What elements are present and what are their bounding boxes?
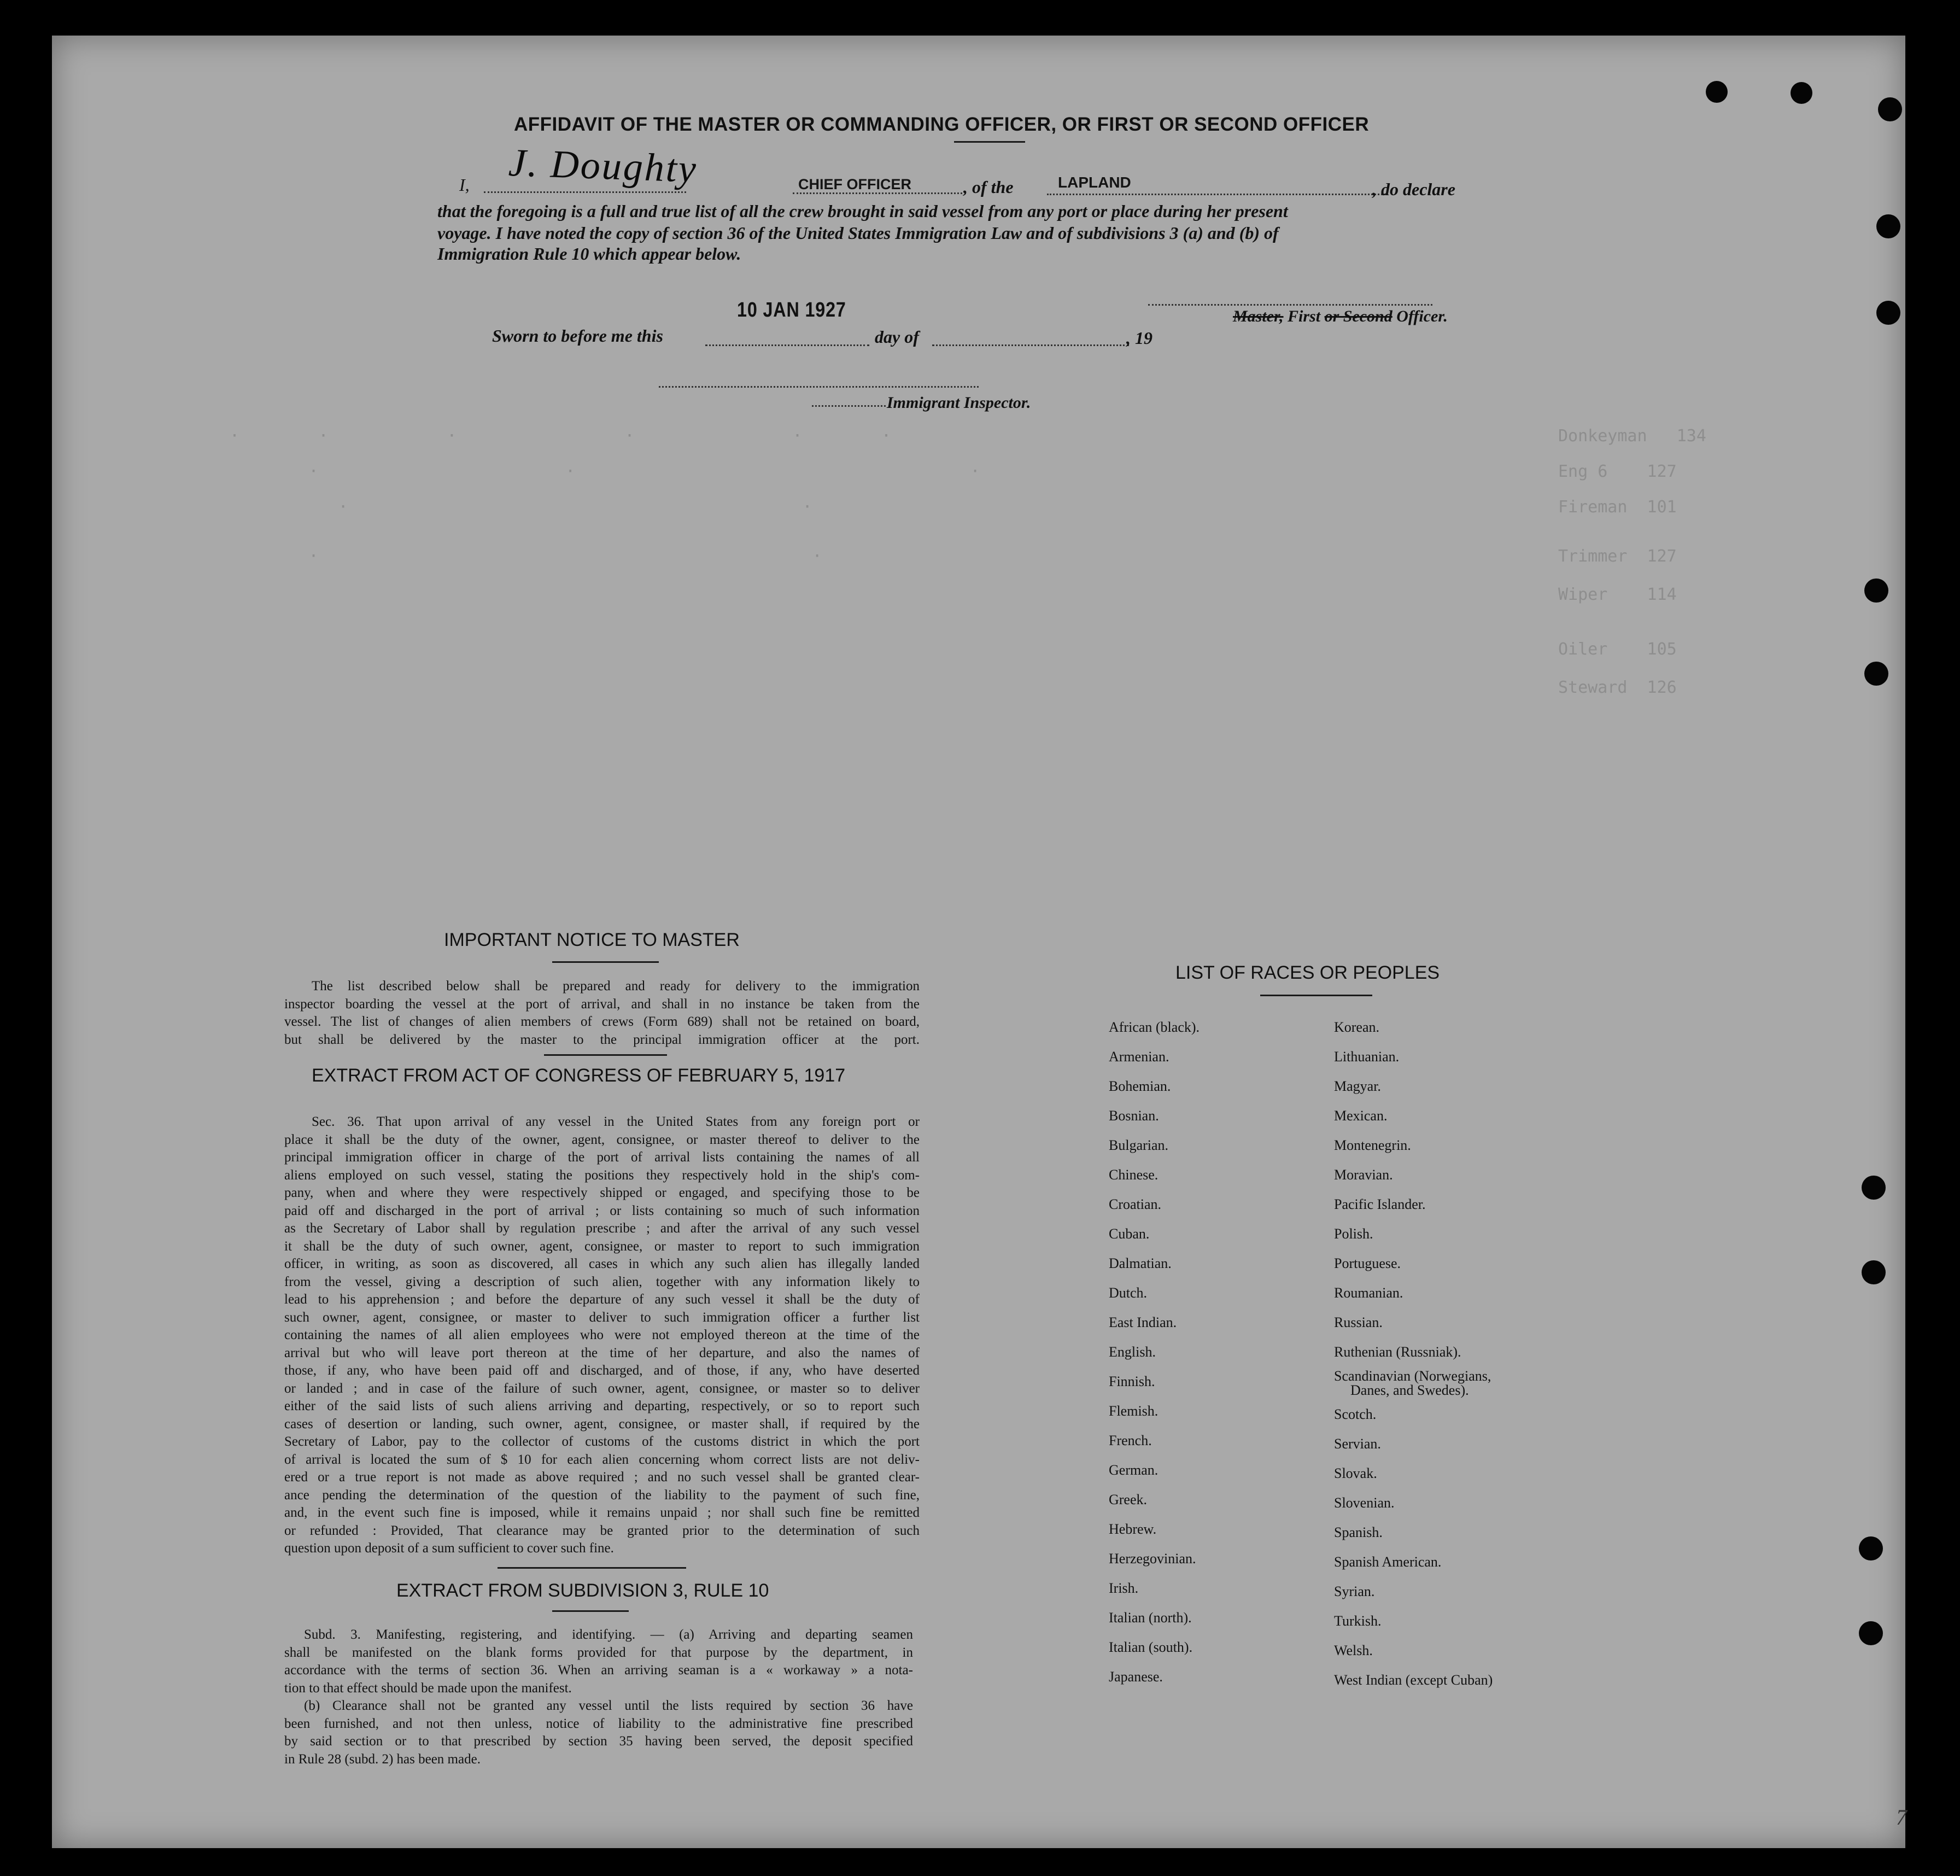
sworn-day-line bbox=[705, 344, 869, 346]
affidavit-title: AFFIDAVIT OF THE MASTER OR COMMANDING OFFICER, OR FIRST OR SECOND OFFICER bbox=[514, 114, 1370, 135]
notice-line: but shall be delivered by the master to the principal immigration officer at the port. bbox=[284, 1032, 920, 1047]
race-item: Montenegrin. bbox=[1334, 1137, 1411, 1153]
race-item: African (black). bbox=[1109, 1019, 1200, 1035]
affidavit-line-4: Immigration Rule 10 which appear below. bbox=[437, 244, 741, 264]
punch-hole bbox=[1878, 97, 1902, 121]
vessel-name: LAPLAND bbox=[1058, 174, 1131, 191]
document-page bbox=[52, 36, 1905, 1848]
rule-title-underline bbox=[552, 1610, 629, 1612]
act-text bbox=[284, 1113, 920, 1558]
rule-line: tion to that effect should be made upon the manifest. bbox=[284, 1680, 572, 1696]
punch-hole bbox=[1862, 1176, 1886, 1200]
punch-hole bbox=[1862, 1260, 1886, 1284]
act-line: and, in the event such fine is imposed, while it remains unpaid ; nor shall such fine be remitted bbox=[284, 1505, 920, 1520]
affidavit-i-label: I, bbox=[459, 175, 470, 195]
race-item: Bulgarian. bbox=[1109, 1137, 1169, 1153]
race-item: Russian. bbox=[1334, 1314, 1383, 1330]
race-item: Slovenian. bbox=[1334, 1495, 1395, 1511]
notice-line: The list described below shall be prepared and ready for delivery to the immigration bbox=[312, 979, 920, 993]
race-item: Greek. bbox=[1109, 1492, 1148, 1507]
punch-hole bbox=[1864, 578, 1888, 603]
notice-title: IMPORTANT NOTICE TO MASTER bbox=[444, 930, 740, 950]
act-line: either of the said lists of such aliens arriving and departing, respectively, or so to report such bbox=[284, 1399, 920, 1413]
punch-hole bbox=[1859, 1536, 1883, 1561]
notice-text bbox=[284, 978, 920, 1049]
affidavit-line-2: that the foregoing is a full and true list of all the crew brought in said vessel from any port or place during her present bbox=[437, 201, 1288, 221]
races-title: LIST OF RACES OR PEOPLES bbox=[1175, 962, 1440, 983]
rule-line: by said section or to that prescribed by section 35 having been served, the deposit specified bbox=[284, 1734, 913, 1749]
race-item: Roumanian. bbox=[1334, 1285, 1403, 1301]
race-item: German. bbox=[1109, 1462, 1159, 1478]
race-item: Mexican. bbox=[1334, 1108, 1388, 1124]
act-line: arrival but who will leave port thereon at the time of her departure, and also the names of bbox=[284, 1345, 920, 1360]
race-item: Slovak. bbox=[1334, 1465, 1377, 1481]
act-title: EXTRACT FROM ACT OF CONGRESS OF FEBRUARY 5, 1917 bbox=[312, 1065, 846, 1086]
race-item: Croatian. bbox=[1109, 1196, 1162, 1212]
rule-line: in Rule 28 (subd. 2) has been made. bbox=[284, 1751, 481, 1767]
officer-signature-line bbox=[1148, 304, 1432, 306]
year-label: , 19 bbox=[1126, 328, 1152, 348]
rule-line: been furnished, and not then unless, notice of liability to the administrative fine prescribed bbox=[284, 1716, 913, 1731]
race-item: Syrian. bbox=[1334, 1583, 1375, 1599]
date-stamp: 10 JAN 1927 bbox=[737, 299, 846, 322]
race-item: Polish. bbox=[1334, 1226, 1373, 1242]
title-underline bbox=[954, 141, 1025, 143]
act-line: officer, in writing, as soon as discovered, all cases in which any such alien has illegally landed bbox=[284, 1256, 920, 1271]
act-line: cases of desertion or landing, such owner, agent, consignee, or master shall, if required by the bbox=[284, 1416, 920, 1431]
act-line: such owner, agent, consignee, or master to deliver to such immigration officer a further list bbox=[284, 1310, 920, 1325]
act-line: from the vessel, giving a description of such alien, together with any information likely to bbox=[284, 1274, 920, 1289]
act-line: lead to his apprehension ; and before the departure of any such vessel it shall be the duty of bbox=[284, 1292, 920, 1307]
race-item: Spanish American. bbox=[1334, 1554, 1442, 1570]
race-item: Pacific Islander. bbox=[1334, 1196, 1426, 1212]
race-item: Armenian. bbox=[1109, 1049, 1169, 1065]
race-item: English. bbox=[1109, 1344, 1156, 1360]
rule-line: shall be manifested on the blank forms provided for that purpose by the department, in bbox=[284, 1645, 913, 1660]
race-item: Irish. bbox=[1109, 1580, 1139, 1596]
race-item: French. bbox=[1109, 1433, 1152, 1448]
rule-title-overline bbox=[498, 1567, 686, 1569]
race-item: Lithuanian. bbox=[1334, 1049, 1400, 1065]
act-line: those, if any, who have been paid off and discharged, and of those, if any, who have deserted bbox=[284, 1363, 920, 1378]
punch-hole bbox=[1864, 662, 1888, 686]
race-item: Portuguese. bbox=[1334, 1255, 1401, 1271]
race-item: Dalmatian. bbox=[1109, 1255, 1172, 1271]
race-item: East Indian. bbox=[1109, 1314, 1177, 1330]
race-item: Chinese. bbox=[1109, 1167, 1159, 1183]
race-item: West Indian (except Cuban) bbox=[1334, 1672, 1493, 1688]
act-line: it shall be the duty of such owner, agent, consignee, or master to report to such immigration bbox=[284, 1238, 920, 1254]
act-line: of arrival is located the sum of $ 10 for each alien concerning whom correct lists are not deliv- bbox=[284, 1452, 920, 1467]
sworn-label: Sworn to before me this bbox=[492, 326, 663, 346]
officer-title bbox=[1233, 307, 1448, 326]
officer-title-struck-second: or Second bbox=[1324, 307, 1393, 325]
inspector-signature-line bbox=[659, 386, 979, 388]
punch-hole bbox=[1791, 82, 1812, 104]
race-item: Italian (south). bbox=[1109, 1639, 1193, 1655]
vessel-line bbox=[1047, 194, 1386, 195]
act-line: aliens employed on such vessel, stating the positions they respectively hold in the ship's com- bbox=[284, 1167, 920, 1183]
race-item: Dutch. bbox=[1109, 1285, 1148, 1301]
race-item: Bohemian. bbox=[1109, 1078, 1171, 1094]
race-item: Japanese. bbox=[1109, 1669, 1163, 1685]
race-item: Danes, and Swedes). bbox=[1350, 1382, 1469, 1398]
do-declare-label: , do declare bbox=[1372, 179, 1455, 199]
race-item: Welsh. bbox=[1334, 1643, 1373, 1658]
act-line: question upon deposit of a sum sufficient to cover such fine. bbox=[284, 1541, 614, 1556]
notice-line: inspector boarding the vessel at the port of arrival, and shall in no instance be taken from the bbox=[284, 996, 920, 1012]
act-title-overline bbox=[544, 1054, 667, 1056]
races-title-underline bbox=[1260, 995, 1372, 996]
rank-line bbox=[793, 192, 962, 194]
notice-line: vessel. The list of changes of alien members of crews (Form 689) shall not be retained on board, bbox=[284, 1014, 920, 1029]
day-of-label: day of bbox=[875, 327, 919, 347]
rule-title: EXTRACT FROM SUBDIVISION 3, RULE 10 bbox=[396, 1580, 769, 1601]
inspector-line bbox=[812, 405, 886, 407]
act-line: containing the names of all alien employees who were not employed thereon at the time of the bbox=[284, 1328, 920, 1342]
race-item: Scandinavian (Norwegians, bbox=[1334, 1368, 1491, 1384]
race-item: Herzegovinian. bbox=[1109, 1551, 1196, 1567]
act-line: as the Secretary of Labor shall by regulation prescribe ; and after the arrival of any such vessel bbox=[284, 1221, 920, 1236]
act-line: ered or a true report is not made as above required ; and no such vessel shall be granted clear- bbox=[284, 1470, 920, 1485]
act-line: principal immigration officer in charge of the port of arrival lists containing the names of all bbox=[284, 1150, 920, 1165]
officer-rank: CHIEF OFFICER bbox=[798, 176, 911, 192]
race-item: Cuban. bbox=[1109, 1226, 1150, 1242]
sworn-month-line bbox=[932, 344, 1129, 346]
race-item: Bosnian. bbox=[1109, 1108, 1159, 1124]
inspector-label: Immigrant Inspector. bbox=[887, 394, 1031, 412]
rule-line: (b) Clearance shall not be granted any vessel until the lists required by section 36 have bbox=[304, 1698, 913, 1713]
act-line: or landed ; and in case of the failure of such owner, agent, consignee, or master so to deliver bbox=[284, 1381, 920, 1396]
race-item: Scotch. bbox=[1334, 1406, 1377, 1422]
race-item: Hebrew. bbox=[1109, 1521, 1157, 1537]
of-the-label: , of the bbox=[963, 177, 1014, 197]
punch-hole bbox=[1876, 301, 1900, 325]
race-item: Ruthenian (Russniak). bbox=[1334, 1344, 1461, 1360]
race-item: Italian (north). bbox=[1109, 1610, 1192, 1626]
act-line: pany, when and where they were respectively shipped or engaged, and specifying those to be bbox=[284, 1185, 920, 1200]
race-item: Spanish. bbox=[1334, 1524, 1383, 1540]
notice-title-underline bbox=[552, 961, 659, 963]
act-line: paid off and discharged in the port of arrival ; or lists containing so much of such information bbox=[284, 1203, 920, 1218]
punch-hole bbox=[1859, 1621, 1883, 1645]
punch-hole bbox=[1706, 81, 1728, 103]
name-line bbox=[484, 191, 686, 193]
officer-title-end: Officer. bbox=[1392, 307, 1448, 325]
officer-title-struck-master: Master, bbox=[1233, 307, 1284, 325]
punch-hole bbox=[1876, 214, 1900, 238]
act-line: ance pending the determination of the question of the liability to the payment of such fine, bbox=[284, 1487, 920, 1503]
page-number: 7 bbox=[1896, 1805, 1907, 1830]
race-item: Servian. bbox=[1334, 1436, 1381, 1452]
officer-title-first: First bbox=[1283, 307, 1325, 325]
act-line: or refunded : Provided, That clearance may be granted prior to the determination of such bbox=[284, 1523, 920, 1538]
race-item: Turkish. bbox=[1334, 1613, 1382, 1629]
race-item: Flemish. bbox=[1109, 1403, 1159, 1419]
act-line: place it shall be the duty of the owner, agent, consignee, or master thereof to deliver to the bbox=[284, 1132, 920, 1147]
act-line: Sec. 36. That upon arrival of any vessel in the United States from any foreign port or bbox=[312, 1114, 920, 1129]
affidavit-line-3: voyage. I have noted the copy of section 36 of the United States Immigration Law and of subdivisions 3 (a) and (b) of bbox=[437, 223, 1279, 243]
race-item: Moravian. bbox=[1334, 1167, 1393, 1183]
race-item: Magyar. bbox=[1334, 1078, 1381, 1094]
act-line: Secretary of Labor, pay to the collector of customs of the customs district in which the port bbox=[284, 1434, 920, 1449]
rule-text bbox=[284, 1626, 913, 1768]
officer-signature: J. Doughty bbox=[507, 140, 699, 191]
race-item: Korean. bbox=[1334, 1019, 1380, 1035]
rule-line: Subd. 3. Manifesting, registering, and identifying. — (a) Arriving and departing seamen bbox=[304, 1627, 913, 1642]
rule-line: accordance with the terms of section 36. When an arriving seaman is a « workaway » a nota- bbox=[284, 1663, 913, 1678]
race-item: Finnish. bbox=[1109, 1374, 1155, 1389]
